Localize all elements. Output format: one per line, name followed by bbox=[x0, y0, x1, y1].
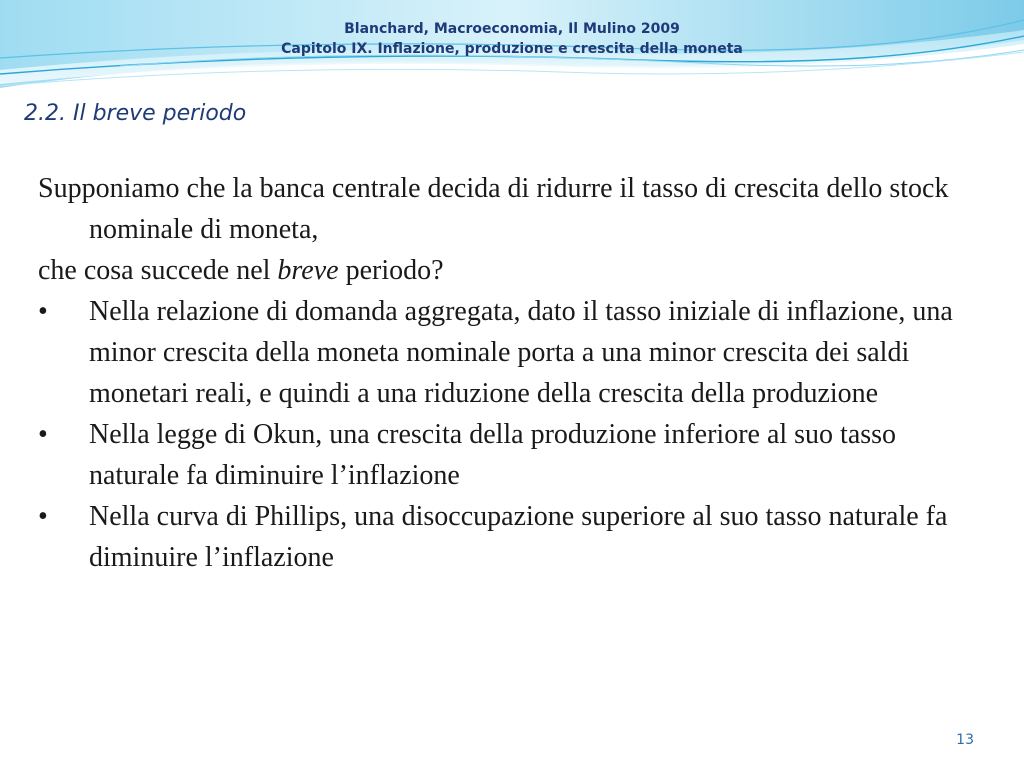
bullet-text: Nella legge di Okun, una crescita della produzione inferiore al suo tasso naturale fa diminuire l’inflazione bbox=[89, 419, 897, 491]
header bbox=[0, 19, 1024, 59]
bullet-text: Nella curva di Phillips, una disoccupazione superiore al suo tasso naturale fa diminuire l’inflazione bbox=[89, 501, 948, 573]
slide-title: 2.2. Il breve periodo bbox=[24, 101, 247, 126]
bullet-marker: • bbox=[38, 296, 48, 327]
intro-question-emphasis: breve bbox=[277, 255, 339, 286]
bullet-item bbox=[38, 414, 988, 496]
header-line-chapter: Capitolo IX. Inflazione, produzione e crescita della moneta bbox=[281, 41, 743, 57]
bullet-marker: • bbox=[38, 419, 48, 450]
bullet-marker: • bbox=[38, 501, 48, 532]
header-line-book: Blanchard, Macroeconomia, Il Mulino 2009 bbox=[344, 21, 680, 37]
slide-body bbox=[38, 168, 988, 578]
page-number: 13 bbox=[956, 732, 974, 748]
intro-question-start: che cosa succede nel bbox=[38, 255, 278, 286]
bullet-item bbox=[38, 496, 988, 578]
bullet-item bbox=[38, 291, 988, 414]
bullet-text: Nella relazione di domanda aggregata, dato il tasso iniziale di inflazione, una minor crescita della moneta nominale porta a una minor crescita dei saldi monetari reali, e quindi a una riduzione della crescita della produzione bbox=[89, 296, 953, 409]
intro-paragraph-2 bbox=[38, 250, 988, 291]
intro-paragraph-1: Supponiamo che la banca centrale decida di ridurre il tasso di crescita dello stock nominale di moneta, bbox=[38, 173, 949, 245]
intro-question-end: periodo? bbox=[338, 255, 444, 286]
